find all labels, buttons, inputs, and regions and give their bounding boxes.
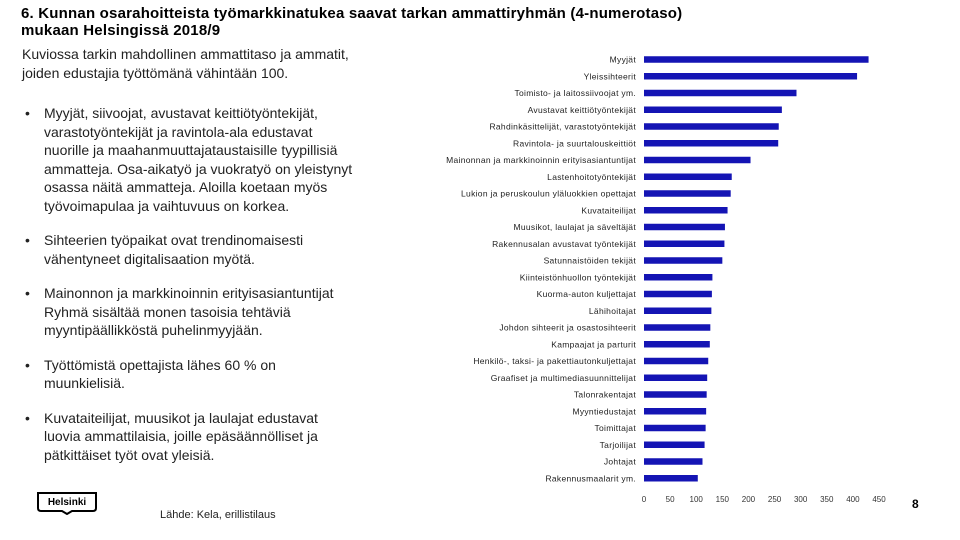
category-label: Lukion ja peruskoulun yläluokkien opettajat bbox=[461, 188, 636, 199]
category-label: Lähihoitajat bbox=[588, 305, 636, 316]
bullet-line: • Työttömistä opettajista lähes 60 % on bbox=[44, 356, 276, 373]
x-tick-label: 400 bbox=[846, 495, 860, 504]
bullet-line: työvoimapulaa ja vaihtuvuus on korkea. bbox=[44, 197, 290, 214]
x-tick-label: 150 bbox=[715, 495, 730, 504]
bullet-line: • Myyjät, siivoojat, avustavat keittiötyöntekijät, bbox=[44, 105, 318, 121]
bar bbox=[644, 425, 706, 432]
category-label: Satunnaistöiden tekijät bbox=[543, 255, 636, 266]
slide-title-line-2: mukaan Helsingissä 2018/9 bbox=[21, 22, 221, 39]
x-tick-label: 450 bbox=[872, 495, 886, 504]
bar bbox=[644, 157, 751, 164]
bullet-line: • Mainonnon ja markkinoinnin erityisasiantuntijat bbox=[44, 285, 334, 301]
bar bbox=[644, 90, 796, 97]
bullet-line: Ryhmä sisältää monen tasoisia tehtäviä bbox=[44, 303, 291, 320]
category-label: Ravintola- ja suurtalouskeittiöt bbox=[513, 138, 636, 149]
bar bbox=[644, 475, 698, 482]
category-label: Johdon sihteerit ja osastosihteerit bbox=[499, 322, 636, 333]
category-label: Rakennusmaalarit ym. bbox=[545, 473, 636, 484]
category-label: Kiinteistönhuollon työntekijät bbox=[519, 272, 636, 283]
bullet-line: ammatteja. Osa-aikatyö ja vuokratyö on yleistynyt bbox=[44, 160, 353, 177]
category-label: Graafiset ja multimediasuunnittelijat bbox=[490, 372, 636, 383]
category-label: Kuvataiteilijat bbox=[581, 205, 636, 216]
bar bbox=[644, 458, 702, 465]
category-label: Muusikot, laulajat ja säveltäjät bbox=[513, 222, 636, 232]
x-tick-label: 100 bbox=[689, 495, 703, 504]
category-label: Avustavat keittiötyöntekijät bbox=[527, 104, 636, 115]
page-number: 8 bbox=[912, 497, 919, 511]
logo-text: Helsinki bbox=[47, 497, 87, 508]
x-tick-label: 50 bbox=[665, 495, 675, 504]
x-tick-label: 300 bbox=[793, 495, 808, 504]
bar bbox=[644, 224, 725, 231]
category-label: Tarjoilijat bbox=[599, 439, 636, 450]
bullet-line: nuorille ja maahanmuuttajataustaisille tyypillisiä bbox=[44, 142, 338, 158]
intro-line-2: joiden edustajia työttömänä vähintään 100. bbox=[22, 65, 289, 81]
category-label: Kampaajat ja parturit bbox=[551, 339, 636, 350]
slide-title-line-1: 6. Kunnan osarahoitteista työmarkkinatukea saavat tarkan ammattiryhmän (4-numerotaso) bbox=[21, 5, 683, 22]
bullet-line: • Sihteerien työpaikat ovat trendinomaisesti bbox=[44, 232, 304, 248]
bar bbox=[644, 442, 705, 449]
bar bbox=[644, 73, 857, 80]
bullet-line: pätkittäiset työt ovat yleisiä. bbox=[44, 446, 215, 463]
bar bbox=[644, 107, 782, 114]
bar bbox=[644, 308, 711, 315]
category-label: Rakennusalan avustavat työntekijät bbox=[492, 238, 636, 249]
category-label: Toimisto- ja laitossiivoojat ym. bbox=[514, 88, 636, 98]
x-tick-label: 200 bbox=[741, 495, 756, 504]
bar bbox=[644, 408, 706, 415]
bar bbox=[644, 341, 710, 348]
bar bbox=[644, 241, 724, 248]
category-label: Henkilö-, taksi- ja pakettiautonkuljettajat bbox=[473, 356, 636, 366]
source-note: Lähde: Kela, erillistilaus bbox=[160, 509, 276, 521]
bullet-line: osassa näitä ammatteja. Aloilla koetaan myös bbox=[44, 179, 328, 195]
x-tick-label: 0 bbox=[641, 495, 647, 504]
bullet-line: vähentyneet digitalisaation myötä. bbox=[44, 250, 255, 267]
category-label: Talonrakentajat bbox=[573, 389, 636, 400]
bullet-line: myyntipäällikköstä puhelinmyyjään. bbox=[44, 322, 263, 338]
bar bbox=[644, 123, 779, 130]
bar bbox=[644, 324, 710, 331]
bar bbox=[644, 291, 712, 298]
intro-line-1: Kuviossa tarkin mahdollinen ammattitaso ja ammatit, bbox=[22, 46, 349, 62]
x-tick-label: 250 bbox=[767, 495, 782, 504]
bar bbox=[644, 391, 707, 398]
bar bbox=[644, 140, 778, 147]
category-label: Myyjät bbox=[609, 54, 636, 65]
bar bbox=[644, 257, 722, 264]
category-label: Myyntiedustajat bbox=[572, 406, 636, 417]
category-label: Yleissihteerit bbox=[583, 71, 636, 82]
bar bbox=[644, 207, 728, 214]
bar bbox=[644, 174, 732, 181]
category-label: Mainonnan ja markkinoinnin erityisasiantuntijat bbox=[446, 155, 636, 165]
x-tick-label: 350 bbox=[820, 495, 834, 504]
bullet-line: muunkielisiä. bbox=[44, 375, 125, 391]
category-label: Lastenhoitotyöntekijät bbox=[547, 171, 636, 182]
category-label: Johtajat bbox=[603, 456, 636, 467]
bar bbox=[644, 274, 712, 281]
bullet-line: varastotyöntekijät ja ravintola-ala edustavat bbox=[44, 123, 313, 140]
bullet-line: luovia ammattilaisia, joille epäsäännölliset ja bbox=[44, 428, 318, 444]
category-label: Kuorma-auton kuljettajat bbox=[536, 289, 636, 299]
category-label: Rahdinkäsittelijät, varastotyöntekijät bbox=[489, 121, 636, 132]
bar bbox=[644, 190, 731, 197]
bar bbox=[644, 375, 707, 382]
category-label: Toimittajat bbox=[594, 423, 636, 433]
bullet-line: • Kuvataiteilijat, muusikot ja laulajat edustavat bbox=[44, 409, 318, 426]
bar bbox=[644, 56, 869, 63]
bar bbox=[644, 358, 708, 365]
